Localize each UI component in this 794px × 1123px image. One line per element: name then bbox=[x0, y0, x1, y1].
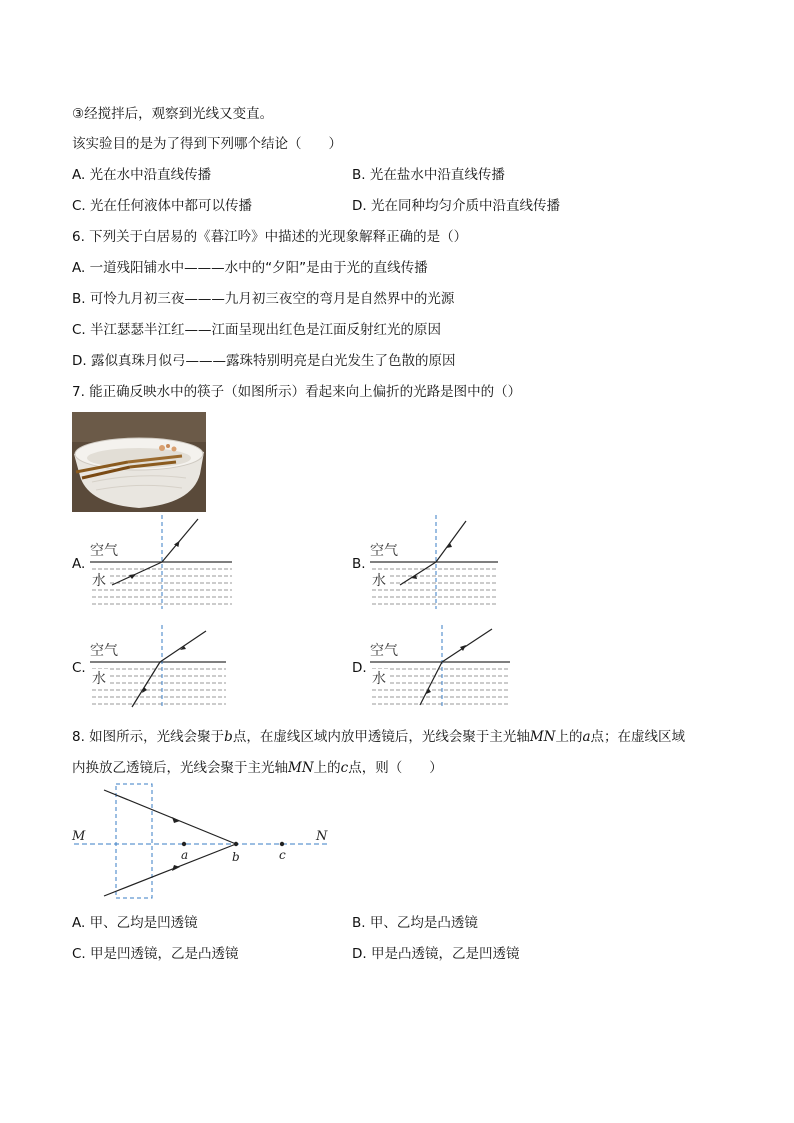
air-label: 空气 bbox=[90, 543, 118, 559]
air-label: 空气 bbox=[370, 543, 398, 559]
label-M: M bbox=[72, 829, 86, 844]
lower-ray bbox=[104, 844, 236, 896]
point-b bbox=[234, 842, 238, 846]
label-a: a bbox=[181, 848, 189, 862]
q5-option-a: A. 光在水中沿直线传播 bbox=[72, 167, 212, 183]
q7-option-a-diagram bbox=[86, 515, 236, 615]
air-label: 空气 bbox=[90, 643, 118, 659]
q6-option-b: B. 可怜九月初三夜———九月初三夜空的弯月是自然界中的光源 bbox=[72, 291, 455, 307]
q7-option-d-diagram bbox=[366, 625, 516, 715]
label-c: c bbox=[279, 848, 286, 862]
q5-option-c: C. 光在任何液体中都可以传播 bbox=[72, 198, 253, 214]
q5-option-b: B. 光在盐水中沿直线传播 bbox=[352, 167, 505, 183]
water-label: 水 bbox=[372, 671, 386, 687]
q5-stem: 该实验目的是为了得到下列哪个结论（ ） bbox=[72, 136, 342, 152]
q8-option-d: D. 甲是凸透镜，乙是凹透镜 bbox=[352, 946, 520, 962]
q7-stem: 7. 能正确反映水中的筷子（如图所示）看起来向上偏折的光路是图中的（） bbox=[72, 384, 522, 400]
q7-option-d-label: D. bbox=[352, 660, 367, 676]
label-b: b bbox=[232, 850, 240, 864]
dashed-region bbox=[116, 784, 152, 898]
q8-option-b: B. 甲、乙均是凸透镜 bbox=[352, 915, 478, 931]
q7-option-b-label: B. bbox=[352, 556, 366, 572]
water-label: 水 bbox=[92, 573, 106, 589]
q8-stem-line2: 内换放乙透镜后，光线会聚于主光轴MN上的c点，则（ ） bbox=[72, 760, 443, 776]
q7-option-c-label: C. bbox=[72, 660, 86, 676]
q8-option-a: A. 甲、乙均是凹透镜 bbox=[72, 915, 198, 931]
label-N: N bbox=[316, 829, 328, 844]
q8-option-c: C. 甲是凹透镜，乙是凸透镜 bbox=[72, 946, 239, 962]
q8-stem-line1: 8. 如图所示，光线会聚于b点，在虚线区域内放甲透镜后，光线会聚于主光轴MN上的a点；在虚线区域 bbox=[72, 729, 686, 745]
chopsticks-bowl-photo bbox=[72, 412, 206, 512]
point-a bbox=[182, 842, 186, 846]
water-label: 水 bbox=[92, 671, 106, 687]
upper-ray bbox=[104, 790, 236, 844]
q5-step3: ③经搅拌后，观察到光线又变直。 bbox=[72, 106, 274, 122]
q6-option-d: D. 露似真珠月似弓———露珠特别明亮是白光发生了色散的原因 bbox=[72, 353, 456, 369]
water-label: 水 bbox=[372, 573, 386, 589]
q6-option-a: A. 一道残阳铺水中———水中的“夕阳”是由于光的直线传播 bbox=[72, 260, 428, 276]
point-c bbox=[280, 842, 284, 846]
q7-option-c-diagram bbox=[86, 625, 236, 715]
q7-option-a-label: A. bbox=[72, 556, 86, 572]
lens-diagram bbox=[68, 780, 338, 906]
q6-option-c: C. 半江瑟瑟半江红——江面呈现出红色是江面反射红光的原因 bbox=[72, 322, 442, 338]
q6-stem: 6. 下列关于白居易的《暮江吟》中描述的光现象解释正确的是（） bbox=[72, 229, 468, 245]
q7-option-b-diagram bbox=[366, 515, 516, 615]
air-label: 空气 bbox=[370, 643, 398, 659]
q5-option-d: D. 光在同种均匀介质中沿直线传播 bbox=[352, 198, 560, 214]
